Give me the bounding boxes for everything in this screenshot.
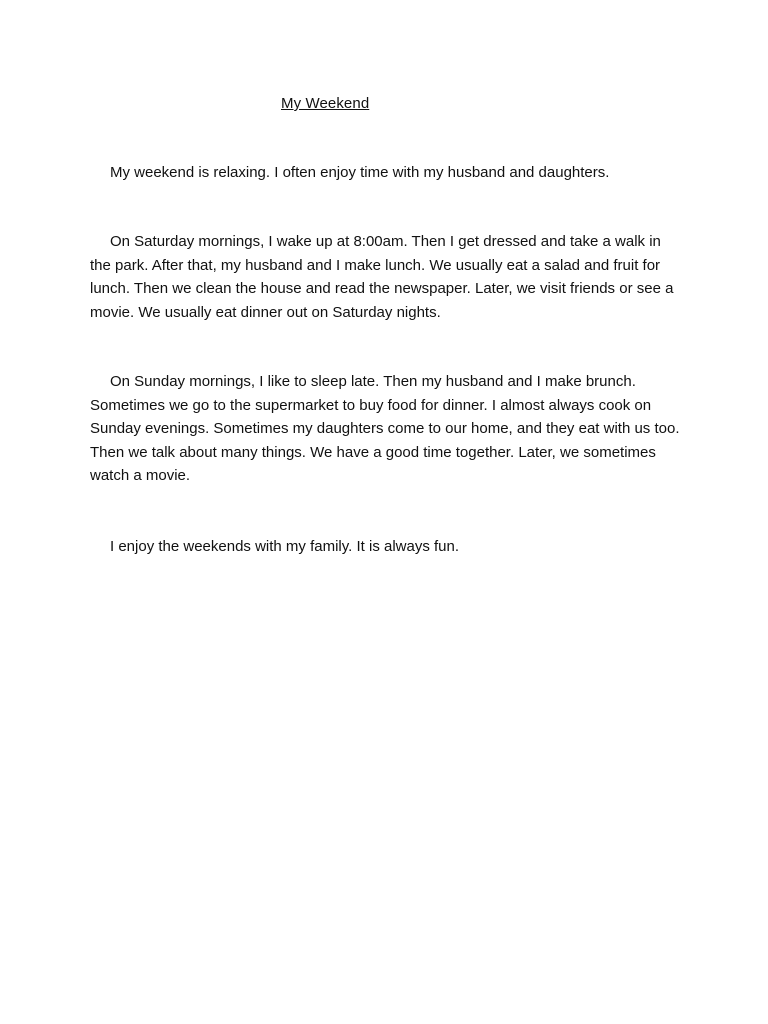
document-title: My Weekend xyxy=(281,95,370,112)
paragraph-closing: I enjoy the weekends with my family. It is always fun. xyxy=(110,538,460,555)
paragraph-sunday: On Sunday mornings, I like to sleep late. Then my husband and I make brunch. Sometimes we go to the supermarket to buy food for dinner. I almost always cook on Sunday evenings. Sometimes my daughters come to our home, and they eat with us too. Then we talk about many things. We have a good time together. Later, we sometimes watch a movie. xyxy=(90,373,680,484)
paragraph-intro: My weekend is relaxing. I often enjoy time with my husband and daughters. xyxy=(110,164,610,181)
paragraph-saturday: On Saturday mornings, I wake up at 8:00am. Then I get dressed and take a walk in the park. After that, my husband and I make lunch. We usually eat a salad and fruit for lunch. Then we clean the house and read the newspaper. Later, we visit friends or see a movie. We usually eat dinner out on Saturday nights. xyxy=(90,233,674,321)
